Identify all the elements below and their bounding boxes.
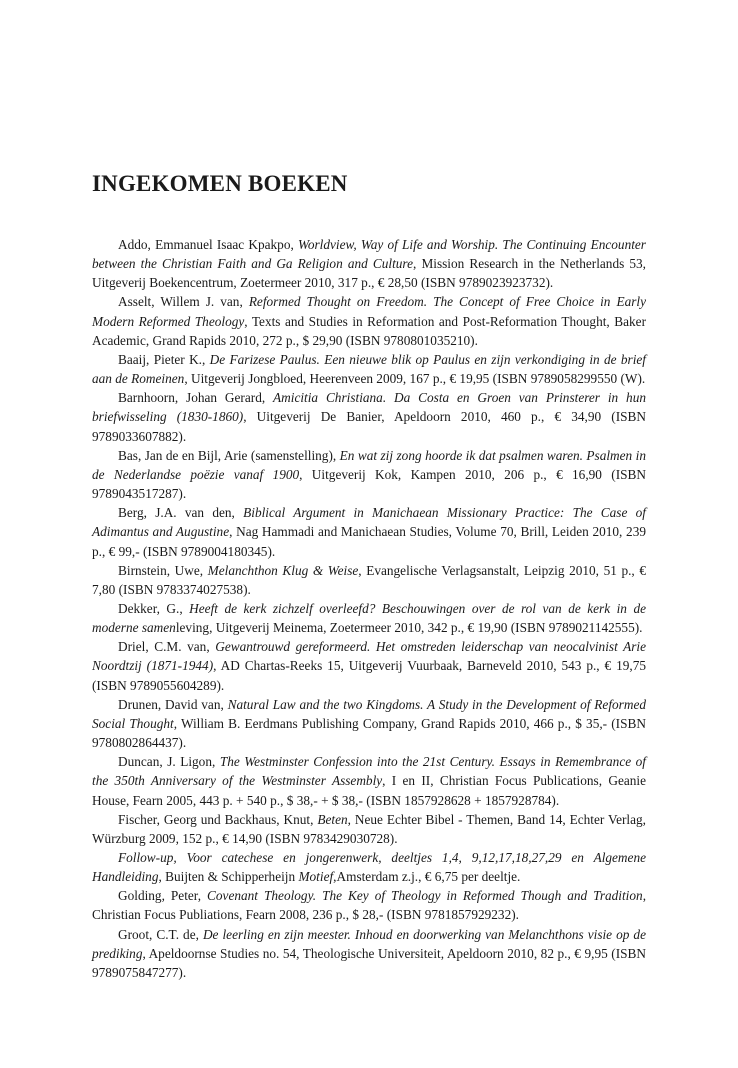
book-list [92,235,646,982]
list-item [92,695,646,752]
entry-author: Duncan, J. Ligon, [118,754,220,770]
entry-details-end: ,Amsterdam z.j., € 6,75 per deeltje. [333,869,521,885]
list-item [92,446,646,503]
list-item [92,637,646,694]
entry-details: , Buijten & Schipperheijn [158,869,299,885]
entry-details: , William B. Eerdmans Publishing Company, Grand Rapids 2010, 466 p., $ 35,- (ISBN 9780802864437). [92,715,646,751]
entry-author: Birnstein, Uwe, [118,562,208,578]
list-item [92,886,646,924]
entry-series-name: Motief [298,869,334,885]
entry-details: , Mission Research in the Netherlands 53, Uitgeverij Boekencentrum, Zoetermeer 2010, 317 p., € 28,50 (ISBN 9789023923732). [92,256,646,291]
entry-details: , Nag Hammadi and Manichaean Studies, Volume 70, Brill, Leiden 2010, 239 p., € 99,- (ISBN 9789004180345). [92,524,646,559]
list-item [92,388,646,445]
list-item [92,925,646,982]
entry-details: , AD Chartas-Reeks 15, Uitgeverij Vuurbaak, Barneveld 2010, 543 p., € 19,75 (ISBN 9789055604289). [92,658,646,693]
list-item [92,503,646,560]
entry-details: , Apeldoornse Studies no. 54, Theologische Universiteit, Apeldoorn 2010, 82 p., € 9,95 (ISBN 9789075847277). [92,945,646,980]
page-title: INGEKOMEN BOEKEN [92,171,348,196]
list-item [92,599,646,637]
entry-details: , Evangelische Verlagsanstalt, Leipzig 2010, 51 p., € 7,80 (ISBN 9783374027538). [92,562,646,597]
entry-details: , Uitgeverij Kok, Kampen 2010, 206 p., € 16,90 (ISBN 9789043517287). [92,466,646,502]
entry-title: Covenant Theology. The Key of Theology in Reformed Though and Tradition [207,888,643,904]
entry-author: Addo, Emmanuel Isaac Kpakpo, [118,237,298,252]
entry-author: Barnhoorn, Johan Gerard, [118,390,274,406]
entry-author: Driel, C.M. van, [118,639,216,655]
entry-title: Beten [317,811,348,827]
entry-details: , I en II, Christian Focus Publications, Geanie House, Fearn 2005, 443 p. + 540 p., $ 38,- + $ 38,- (ISBN 1857928628 + 1857928784). [92,773,646,808]
entry-details: , Neue Echter Bibel - Themen, Band 14, Echter Verlag, Würzburg 2009, 152 p., € 14,90 (ISBN 9783429030728). [92,811,646,846]
list-item [92,235,646,292]
entry-title: Melanchthon Klug & Weise [207,562,359,578]
entry-title: Follow-up, Voor catechese en jongerenwerk, deeltjes 1,4, 9,12,17,18,27,29 en Algemene Handleiding [92,850,646,885]
entry-details: leving, Uitgeverij Meinema, Zoetermeer 2010, 342 p., € 19,90 (ISBN 9789021142555). [175,620,643,636]
entry-author: Dekker, G., [118,600,190,616]
entry-title: Biblical Argument in Manichaean Missionary Practice: The Case of Adimantus and Augustine [92,505,646,540]
entry-details: , Christian Focus Publiations, Fearn 2008, 236 p., $ 28,- (ISBN 9781857929232). [92,888,647,923]
entry-details: , Uitgeverij Jongbloed, Heerenveen 2009, 167 p., € 19,95 (ISBN 9789058299550 (W). [184,371,646,387]
entry-title: Gewantrouwd gereformeerd. Het omstreden leiderschap van neocalvinist Arie Noordtzij (1871-1944) [92,639,646,674]
list-item [92,810,646,848]
list-item [92,848,646,886]
entry-title: Heeft de kerk zichzelf overleefd? Beschouwingen over de rol van de kerk in de moderne samen [92,600,646,636]
entry-title: De Farizese Paulus. Een nieuwe blik op Paulus en zijn verkondiging in de brief aan de Romeinen [92,351,646,387]
entry-title: Reformed Thought on Freedom. The Concept of Free Choice in Early Modern Reformed Theology [92,294,646,329]
entry-author: Bas, Jan de en Bijl, Arie (samenstelling), [118,447,340,463]
entry-title: De leerling en zijn meester. Inhoud en doorwerking van Melanchthons visie op de prediking [92,926,646,961]
entry-author: Berg, J.A. van den, [118,505,244,521]
entry-author: Baaij, Pieter K., [118,351,210,367]
list-item [92,752,646,809]
entry-details: , Texts and Studies in Reformation and Post-Reformation Thought, Baker Academic, Grand Rapids 2010, 272 p., $ 29,90 (ISBN 9780801035210). [92,313,646,348]
entry-details: , Uitgeverij De Banier, Apeldoorn 2010, 460 p., € 34,90 (ISBN 9789033607882). [92,409,646,444]
entry-author: Fischer, Georg und Backhaus, Knut, [118,811,318,827]
entry-title: Natural Law and the two Kingdoms. A Study in the Development of Reformed Social Thought [92,696,646,731]
entry-author: Asselt, Willem J. van, [118,294,249,310]
entry-author: Golding, Peter, [118,888,208,904]
list-item [92,561,646,599]
entry-author: Groot, C.T. de, [118,926,203,942]
entry-title: The Westminster Confession into the 21st Century. Essays in Remembrance of the 350th Anniversary of the Westminster Assembly [92,754,646,789]
entry-title: Worldview, Way of Life and Worship. The Continuing Encounter between the Christian Faith and Ga Religion and Culture [92,237,646,272]
entry-title: Amicitia Christiana. Da Costa en Groen van Prinsterer in hun briefwisseling (1830-1860) [92,390,646,425]
entry-author: Drunen, David van, [118,696,228,712]
list-item [92,292,646,349]
list-item [92,350,646,388]
entry-title: En wat zij zong hoorde ik dat psalmen waren. Psalmen in de Nederlandse poëzie vanaf 1900 [92,447,646,482]
